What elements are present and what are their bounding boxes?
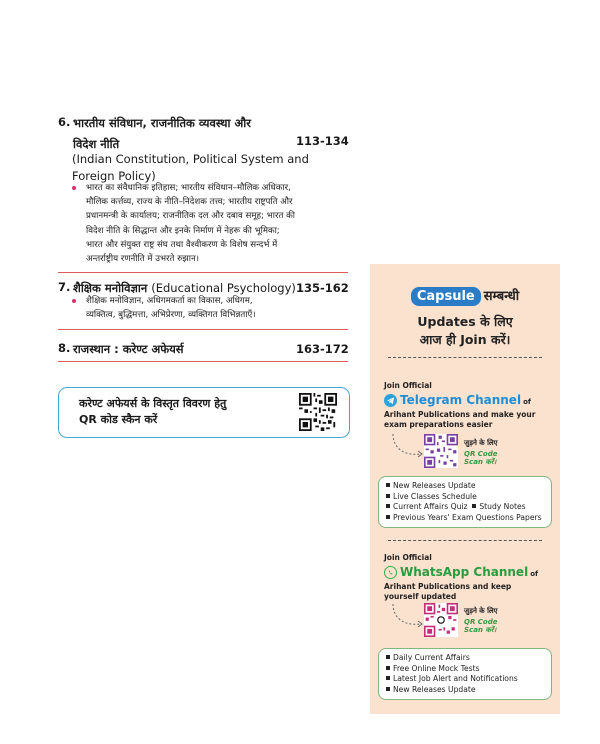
whatsapp-subtitle [384, 582, 511, 602]
feature-item: New Releases Update [386, 685, 518, 696]
scan-line-1: QR Code [464, 618, 498, 626]
qr-instruction-line-2: QR कोड स्कैन करें [79, 413, 158, 426]
whatsapp-channel-name: WhatsApp Channel [400, 565, 529, 579]
telegram-features-card [378, 476, 552, 528]
telegram-subtitle-line-1: Arihant Publications and make your [384, 410, 536, 419]
whatsapp-qr-code-icon[interactable] [424, 603, 458, 637]
whatsapp-of: of [530, 569, 539, 578]
telegram-scan-hindi: जुड़ने के लिए [464, 439, 498, 447]
whatsapp-join-label: Join Official [384, 553, 432, 562]
qr-code-icon[interactable] [299, 393, 337, 431]
telegram-channel-title[interactable] [384, 393, 531, 407]
english-title-line-1: (Indian Constitution, Political System and [72, 152, 309, 166]
chapter-title-english: (Educational Psychology) [151, 281, 296, 295]
whatsapp-features-list [386, 653, 518, 695]
feature-item: Free Online Mock Tests [386, 664, 518, 675]
dashed-divider [388, 357, 542, 358]
divider [58, 329, 348, 330]
whatsapp-subtitle-line-2: yourself updated [384, 592, 457, 601]
feature-item: Previous Years' Exam Questions Papers [386, 513, 542, 524]
chapter-pages: 163-172 [296, 342, 349, 356]
scan-line-1: QR Code [464, 450, 498, 458]
capsule-promo-panel [370, 264, 560, 714]
telegram-subtitle-line-2: exam preparations easier [384, 420, 493, 429]
feature-item: New Releases Update [386, 481, 542, 492]
curved-arrow-icon [390, 602, 426, 630]
topic-line: भारत और संयुक्त राष्ट्र संघ तथा वैश्वीकरण के विशेष सन्दर्भ में [86, 239, 278, 250]
chapter-number: 7. [58, 280, 71, 294]
chapter-pages: 135-162 [296, 281, 349, 295]
whatsapp-scan-english [464, 618, 497, 634]
dashed-divider [388, 540, 542, 541]
topic-line: प्रधानमन्त्री के कार्यालय; राजनीतिक दल और दबाव समूह; भारत की [86, 211, 295, 222]
telegram-scan-english [464, 450, 497, 466]
whatsapp-subtitle-line-1: Arihant Publications and keep [384, 582, 512, 591]
chapter-title: राजस्थान : करेण्ट अफेयर्स [73, 342, 184, 356]
bullet-dot [72, 186, 76, 190]
telegram-icon [384, 394, 397, 407]
scan-line-2: Scan करें। [464, 458, 497, 466]
qr-instruction-line-1: करेण्ट अफेयर्स के विस्तृत विवरण हेतु [79, 397, 227, 410]
chapter-6-topics [72, 181, 362, 266]
bullet-dot [72, 299, 76, 303]
feature-item: Current Affairs Quiz Study Notes [386, 502, 542, 513]
telegram-channel-name: Telegram Channel [400, 393, 522, 407]
chapter-title-line-1: भारतीय संविधान, राजनीतिक व्यवस्था और [73, 116, 251, 130]
telegram-qr-code-icon[interactable] [424, 434, 458, 468]
feature-item: Daily Current Affairs [386, 653, 518, 664]
topics-text [72, 294, 362, 322]
topics-text [72, 181, 362, 266]
chapter-6-heading [58, 115, 251, 153]
whatsapp-icon [384, 566, 397, 579]
whatsapp-features-card [378, 648, 552, 700]
topic-line: व्यक्तित्व, बुद्धिमत्ता, अभिप्रेरणा, व्यक्तिगत विभिन्नताएँ। [86, 310, 256, 321]
scan-line-2: Scan करें। [464, 626, 497, 634]
topic-line: अन्तर्राष्ट्रीय रणनीति में उभरते रुझान। [86, 254, 200, 265]
curved-arrow-icon [390, 432, 426, 460]
chapter-7-topics [72, 294, 362, 322]
telegram-join-label: Join Official [384, 381, 432, 390]
promo-line-2: Updates के लिए [417, 314, 513, 329]
topic-line: मौलिक कर्त्तव्य, राज्य के नीति–निदेशक तत्त्व; भारतीय राष्ट्रपति और [86, 197, 293, 208]
english-title-line-2: Foreign Policy) [72, 169, 156, 183]
whatsapp-scan-hindi: जुड़ने के लिए [464, 607, 498, 615]
divider [58, 272, 348, 273]
qr-scan-box [58, 387, 350, 438]
topic-line: शैक्षिक मनोविज्ञान, अधिगमकर्ता का विकास, अधिगम, [86, 296, 253, 306]
telegram-features-list [386, 481, 542, 523]
promo-line-3: आज ही Join करें। [419, 332, 511, 347]
chapter-title-hindi: शैक्षिक मनोविज्ञान [73, 281, 148, 295]
whatsapp-channel-title[interactable] [384, 565, 538, 579]
chapter-number: 6. [58, 115, 71, 129]
telegram-of: of [523, 397, 531, 406]
topic-line: भारत का संवैधानिक इतिहास; भारतीय संविधान–मौलिक अधिकार, [86, 183, 291, 193]
capsule-badge: Capsule [411, 287, 481, 306]
divider [58, 361, 348, 362]
qr-instruction [79, 396, 226, 428]
feature-item: Live Classes Schedule [386, 492, 542, 503]
topic-line: विदेश नीति के सिद्धान्त और इनके निर्माण में नेहरू की भूमिका; [86, 225, 280, 236]
chapter-title [73, 115, 251, 153]
capsule-heading [370, 285, 560, 306]
chapter-english-title [72, 151, 309, 185]
telegram-subtitle [384, 410, 535, 430]
feature-item: Latest Job Alert and Notifications [386, 674, 518, 685]
chapter-number: 8. [58, 341, 71, 355]
chapter-8-heading [58, 341, 184, 358]
capsule-suffix: सम्बन्धी [483, 289, 520, 304]
chapter-pages: 113-134 [296, 134, 349, 148]
chapter-title-line-2: विदेश नीति [73, 137, 120, 151]
